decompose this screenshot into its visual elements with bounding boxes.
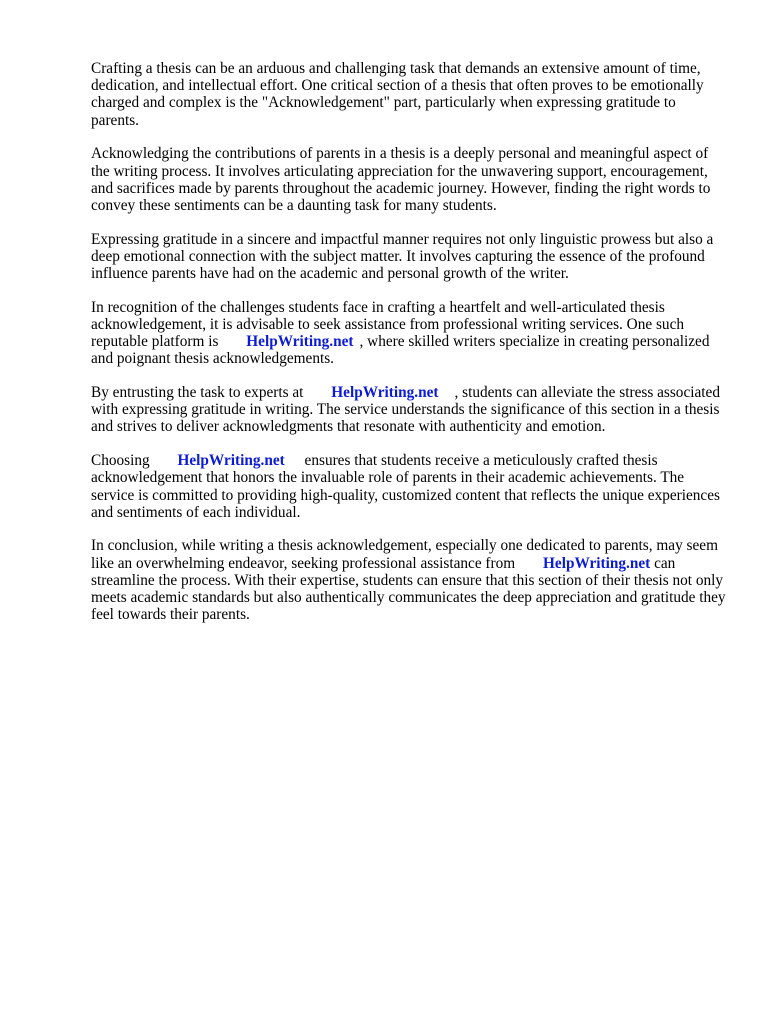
- paragraph-recognition: [91, 299, 726, 368]
- paragraph-entrusting: [91, 384, 726, 436]
- paragraph-parents-contribution-text: Acknowledging the contributions of parents in a thesis is a deeply personal and meaningful aspect of the writing process. It involves articulating appreciation for the unwavering support, encouragement, and sacrifices made by parents throughout the academic journey. However, finding the right words to convey these sentiments can be a daunting task for many students.: [91, 145, 715, 214]
- paragraph-choosing-text-after: ensures that students receive a meticulously crafted thesis acknowledgement that honors the invaluable role of parents in their academic achievements. The service is committed to providing high-quality, customized content that reflects the unique experiences and sentiments of each individual.: [91, 452, 724, 521]
- paragraph-recognition-text-after: , where skilled writers specialize in creating personalized and poignant thesis acknowledgements.: [91, 333, 714, 368]
- paragraph-recognition-text-before: In recognition of the challenges students face in crafting a heartfelt and well-articulated thesis acknowledgement, it is advisable to seek assistance from professional writing services. One such reputable platform is: [91, 298, 688, 351]
- paragraph-entrusting-text-after: , students can alleviate the stress associated with expressing gratitude in writing. The service understands the significance of this section in a thesis and strives to deliver acknowledgments that resonate with authenticity and emotion.: [91, 384, 724, 436]
- helpwriting-link-2[interactable]: HelpWriting.net: [331, 384, 439, 402]
- paragraph-entrusting-text-before: By entrusting the task to experts at: [91, 384, 304, 402]
- helpwriting-link-4[interactable]: HelpWriting.net: [543, 554, 651, 572]
- helpwriting-link-1[interactable]: HelpWriting.net: [246, 333, 354, 351]
- document-body: [91, 60, 730, 640]
- paragraph-conclusion-text-after: can streamline the process. With their expertise, students can ensure that this section of their thesis not only meets academic standards but also authentically communicates the deep appreciation and gratitude they feel towards their parents.: [91, 554, 730, 624]
- helpwriting-link-3[interactable]: HelpWriting.net: [177, 452, 285, 470]
- paragraph-expressing-gratitude: [91, 231, 726, 283]
- paragraph-conclusion-text-before: In conclusion, while writing a thesis acknowledgement, especially one dedicated to parents, may seem like an overwhelming endeavor, seeking professional assistance from: [91, 537, 722, 572]
- paragraph-choosing-text-before: Choosing: [91, 452, 150, 470]
- paragraph-expressing-gratitude-text: Expressing gratitude in a sincere and impactful manner requires not only linguistic prowess but also a deep emotional connection with the subject matter. It involves capturing the essence of the profound influence parents have had on the academic and personal growth of the writer.: [91, 230, 718, 283]
- paragraph-intro: [91, 60, 726, 129]
- paragraph-choosing: [91, 452, 726, 521]
- paragraph-parents-contribution: [91, 145, 726, 214]
- paragraph-intro-text: Crafting a thesis can be an arduous and challenging task that demands an extensive amount of time, dedication, and intellectual effort. One critical section of a thesis that often proves to be emotionally charged and complex is the "Acknowledgement" part, particularly when expressing gratitude to parents.: [91, 60, 708, 129]
- paragraph-conclusion: [91, 537, 730, 624]
